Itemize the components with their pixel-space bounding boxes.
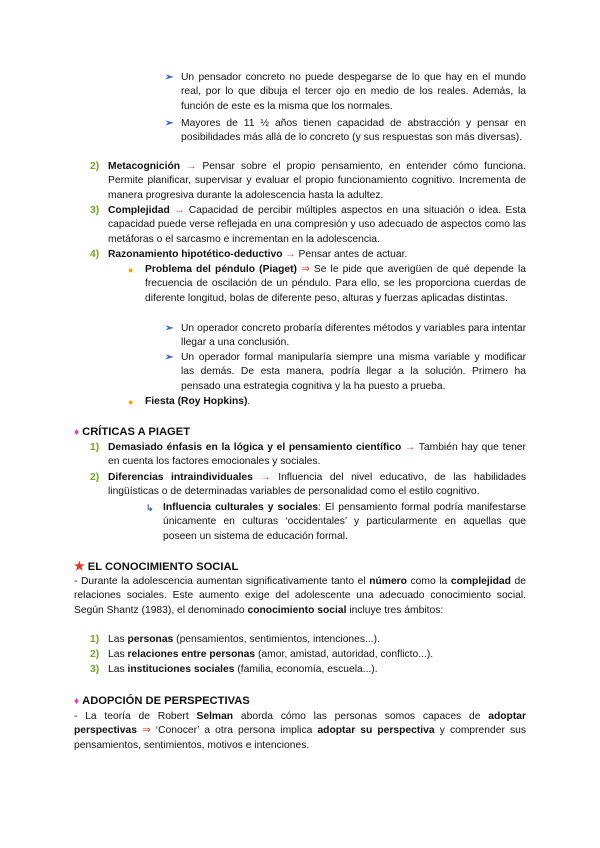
arrow-bullet-icon: ➢ [165,352,174,363]
term-razonamiento: Razonamiento hipotético-deductivo [108,249,283,260]
pendulo-sub-2: Un operador formal manipularía siempre una misma variable y modificar las demás. De esta manera, podría llegar a la solución. Primero ha pensado una estrategia cognitiva y la ha puesto a prueba. [181,352,526,392]
ambito-item-1: Las personas (pensamientos, sentimientos, intenciones...). [108,634,380,645]
term-metacognicion: Metacognición [108,161,181,172]
dot-bullet-icon: ● [128,265,134,275]
arrow-icon: ⇒ [301,264,310,275]
intro-bullet-1: Un pensador concreto no puede despegarse de lo que hay en el mundo real, por lo que dibuja el tercer ojo en medio de los reales. Además, la función de este es la misma que los normales. [181,72,526,112]
fiesta-item: Fiesta (Roy Hopkins). [145,396,251,407]
list-number: 2) [90,472,100,483]
adopcion-paragraph: - La teoría de Robert Selman aborda cómo las personas somos capaces de adoptar perspectivas ⇒ ‘Conocer’ a otra persona implica adoptar su perspectiva y comprender sus pensamientos, sentimientos, motivos e intenciones. [74,711,526,751]
list-item-complejidad [108,204,526,247]
critica-item-1 [108,441,526,470]
arrow-icon: → [285,249,296,260]
ambito-item-3: Las instituciones sociales (familia, economía, escuela...). [108,664,378,675]
ambito-item-2: Las relaciones entre personas (amor, amistad, autoridad, conflicto...). [108,649,434,660]
term-diferencias: Diferencias intraindividuales [108,472,253,483]
list-number: 3) [90,664,100,675]
list-number: 2) [90,161,100,172]
item-text: También hay que tener en cuenta los factores emocionales y sociales. [108,442,526,468]
section-heading-criticas [74,425,190,440]
arrow-icon: → [404,442,416,453]
arrow-bullet-icon: ➢ [165,323,174,334]
arrow-icon: → [174,205,185,216]
pendulo-paragraph [145,263,526,306]
arrow-icon: ⇒ [142,725,151,737]
diamond-icon: ♦ [74,427,80,438]
item-text: Influencia del nivel educativo, de las habilidades lingüísticas o de determinadas variables de personalidad como el estilo cognitivo. [108,472,526,498]
section-heading-adopcion [74,694,250,709]
subitem-text: : El pensamiento formal podría manifestarse únicamente en culturas ‘occidentales’ y particularmente en aquellas que poseen un sistema de educación formal. [163,502,526,542]
intro-bullet-2: Mayores de 11 ½ años tienen capacidad de abstracción y pensar en posibilidades más allá de lo concreto (y sus respuestas son más diversas). [181,118,526,144]
critica-subitem [163,501,526,544]
arrow-bullet-icon: ➢ [165,118,174,129]
heading-text: ADOPCIÓN DE PERSPECTIVAS [82,695,250,707]
term-fiesta: Fiesta (Roy Hopkins) [145,396,248,407]
list-number: 1) [90,442,100,453]
term-pendulo: Problema del péndulo (Piaget) [145,264,297,275]
conocimiento-paragraph: - Durante la adolescencia aumentan significativamente tanto el número como la complejidad de relaciones sociales. Este aumento exige del adolescente una adecuado conocimiento social. Según Shantz (1983), el denominado conocimiento social incluye tres ámbitos: [74,576,526,616]
term-complejidad: Complejidad [108,205,170,216]
arrow-bullet-icon: ➢ [165,72,174,83]
list-item-razonamiento [108,248,526,262]
dot-bullet-icon: ● [128,397,134,407]
list-item-metacognicion [108,160,526,203]
sub-arrow-icon: ↳ [146,503,154,513]
section-heading-conocimiento [74,559,238,574]
list-number: 1) [90,634,100,645]
diamond-icon: ♦ [74,696,80,707]
list-number: 2) [90,649,100,660]
term-enfasis: Demasiado énfasis en la lógica y el pensamiento científico [108,442,402,453]
arrow-icon: → [260,472,271,483]
item-text: Pensar sobre el propio pensamiento, en entender cómo funciona. Permite planificar, supervisar y evaluar el propio funcionamiento cognitivo. Incrementa de manera progresiva durante la adolescencia hasta la adultez. [108,161,526,201]
arrow-icon: → [186,161,197,172]
item-text: Capacidad de percibir múltiples aspectos en una situación o idea. Esta capacidad puede verse reflejada en una compresión y uso adecuado de aspectos como las metáforas o el sarcasmo e incrementan en la adolescencia. [108,205,526,245]
pendulo-text: Se le pide que averigüen de qué depende la frecuencia de oscilación de un péndulo. Para ello, se les proporciona cuerdas de diferente longitud, bolas de diferente peso, alturas y fuerzas aplicadas distintas. [145,264,526,304]
heading-text: CRÍTICAS A PIAGET [82,426,191,438]
pendulo-sub-1: Un operador concreto probaría diferentes métodos y variables para intentar llegar a una conclusión. [181,323,526,349]
term-influencia: Influencia culturales y sociales [163,502,319,513]
heading-text: EL CONOCIMIENTO SOCIAL [87,561,239,573]
star-icon: ★ [74,559,85,573]
item-text: Pensar antes de actuar. [298,249,408,260]
list-number: 4) [90,249,100,260]
list-number: 3) [90,205,100,216]
critica-item-2 [108,471,526,500]
